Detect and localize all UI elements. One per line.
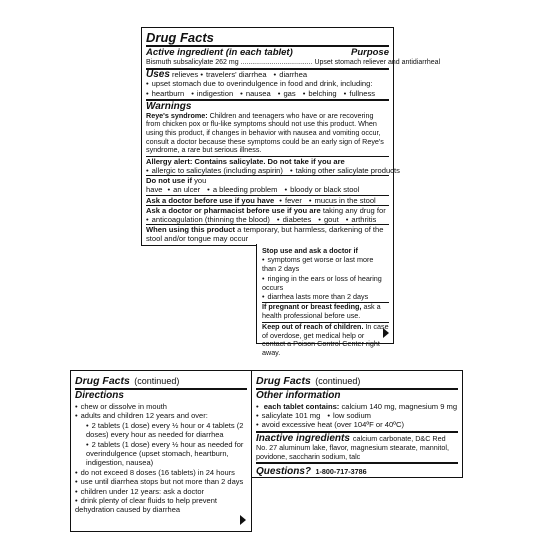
list-item: • fullness [344,89,375,98]
ask-doctor-label: Ask a doctor before use if you have [146,195,275,205]
list-item: • diabetes [277,215,311,224]
list-item: • nausea [240,89,271,98]
list-item: • an ulcer [167,185,200,194]
list-item: • gout [318,215,338,224]
uses-intro: relieves [172,70,199,80]
ask-doctor-items [279,196,382,205]
drug-facts-panel-directions [70,370,252,532]
pregnant-label: If pregnant or breast feeding, [262,302,362,312]
direction-item: • chew or dissolve in mouth [75,402,247,411]
continue-arrow-icon [240,515,246,525]
drug-facts-title: Drug Facts [256,375,311,387]
ask-pharmacist-label: Ask a doctor or pharmacist before use if you are [146,205,321,215]
uses-heading: Uses [146,69,170,81]
other-information-heading: Other information [256,390,341,401]
list-item: • allergic to salicylates (including aspirin) [146,166,283,175]
stop-use-items [262,255,389,301]
list-item: • indigestion [191,89,233,98]
list-item: • diarrhea lasts more than 2 days [262,292,389,301]
pregnant-body: ask a health professional before use. [262,302,381,321]
list-item: • gas [278,89,296,98]
direction-item: • do not exceed 8 doses (16 tablets) in 24 hours [75,468,247,477]
list-item: • fever [279,196,302,205]
uses-items-1 [200,70,314,79]
uses-section [146,70,389,79]
active-ingredient-line: Bismuth subsalicylate 262 mg ..................................... Upset stomach reliever and antidiarrheal [146,59,441,66]
direction-item: • adults and children 12 years and over: [75,411,247,420]
each-tablet-text: calcium 140 mg, magnesium 9 mg [341,402,458,411]
each-tablet-label: each tablet contains: [263,402,340,411]
continue-arrow-icon [383,328,389,338]
direction-item: • use until diarrhea stops but not more than 2 days [75,477,247,486]
avoid-heat-line: • avoid excessive heat (over 104ºF or 40ºC) [256,420,458,429]
list-item: • salicylate 101 mg [256,411,320,420]
direction-item: • drink plenty of clear fluids to help prevent dehydration caused by diarrhea [75,496,247,515]
drug-facts-panel-other-info [252,370,463,478]
ask-pharmacist-line [146,206,389,215]
ask-doctor-line [146,196,389,205]
uses-items-2 [146,89,389,98]
list-item: • mucus in the stool [309,196,376,205]
inactive-ingredients-text [256,434,458,462]
continued-label: (continued) [315,376,361,386]
ask-pharmacist-items [146,215,389,224]
ask-pharmacist-intro: taking any drug for [322,205,386,215]
do-not-use-items [167,185,366,194]
reyes-body: Children and teenagers who have or are recovering from chicken pox or flu-like symptoms should not use this product. When using this product, if changes in behavior with nausea and vomiting occur, consult a doctor because these symptoms could be an early sign of Reye's syndrome, a rare but serious illness. [146,110,384,155]
list-item: • arthritis [346,215,377,224]
continued-title [256,373,458,388]
continued-title [75,373,247,388]
when-using-body: a temporary, but harmless, darkening of the stool and/or tongue may occur [146,225,384,244]
list-item: • bloody or black stool [284,185,359,194]
keep-out-text [262,323,389,358]
when-using-label: When using this product [146,225,236,235]
list-item: • travelers' diarrhea [200,70,266,79]
list-item: • ringing in the ears or loss of hearing occurs [262,274,389,292]
inactive-ingredients-heading: Inactive ingredients [256,432,350,444]
reyes-syndrome-text [146,112,389,155]
list-item: • taking other salicylate products [290,166,400,175]
drug-facts-title: Drug Facts [146,30,214,45]
questions-phone: 1-800-717-3786 [315,467,367,477]
direction-item: • 2 tablets (1 dose) every ½ hour or 4 tablets (2 doses) every hour as needed for diarrhea [75,421,247,440]
each-tablet-line [256,402,458,411]
drug-facts-title: Drug Facts [75,375,130,387]
reyes-label: Reye's syndrome: [146,110,208,120]
list-item: • a bleeding problem [207,185,277,194]
other-info-items [256,411,458,420]
when-using-text [146,225,389,243]
uses-line2: • upset stomach due to overindulgence in food and drink, including: [146,79,389,88]
do-not-use-line [146,176,389,194]
list-item: • anticoagulation (thinning the blood) [146,215,270,224]
list-item: • belching [303,89,337,98]
keep-out-label: Keep out of reach of children. [262,321,364,331]
questions-line [256,464,458,478]
questions-heading: Questions? [256,466,312,478]
directions-list [75,402,247,515]
pregnant-text [262,303,389,321]
active-ingredient-header [146,47,389,58]
list-item: • diarrhea [274,70,308,79]
do-not-use-intro: you have [146,176,207,195]
list-item: • symptoms get worse or last more than 2 days [262,255,389,273]
list-item: • low sodium [327,411,371,420]
direction-item: • 2 tablets (1 dose) every ½ hour as needed for overindulgence (upset stomach, heartburn, indigestion, nausea) [75,440,247,468]
drug-facts-panel-main [141,27,441,246]
warnings-heading: Warnings [146,100,192,112]
drug-facts-panel-stop-use [256,244,394,358]
list-item: • heartburn [146,89,184,98]
do-not-use-label: Do not use if [146,176,192,186]
inactive-ingredients-list: calcium carbonate, D&C Red No. 27 aluminum lake, flavor, magnesium stearate, mannitol, povidone, saccharin sodium, talc [256,433,449,462]
allergy-heading: Allergy alert: Contains salicylate. Do not take if you are [146,156,345,166]
active-ingredient-heading: Active ingredient (in each tablet) [146,47,293,58]
continued-label: (continued) [134,376,180,386]
stop-use-heading: Stop use and ask a doctor if [262,246,358,255]
directions-heading: Directions [75,390,124,401]
keep-out-body: In case of overdose, get medical help or contact a Poison Control Center right away. [262,321,389,358]
allergy-items [146,165,400,175]
purpose-heading: Purpose [350,47,389,58]
direction-item: • children under 12 years: ask a doctor [75,487,247,496]
